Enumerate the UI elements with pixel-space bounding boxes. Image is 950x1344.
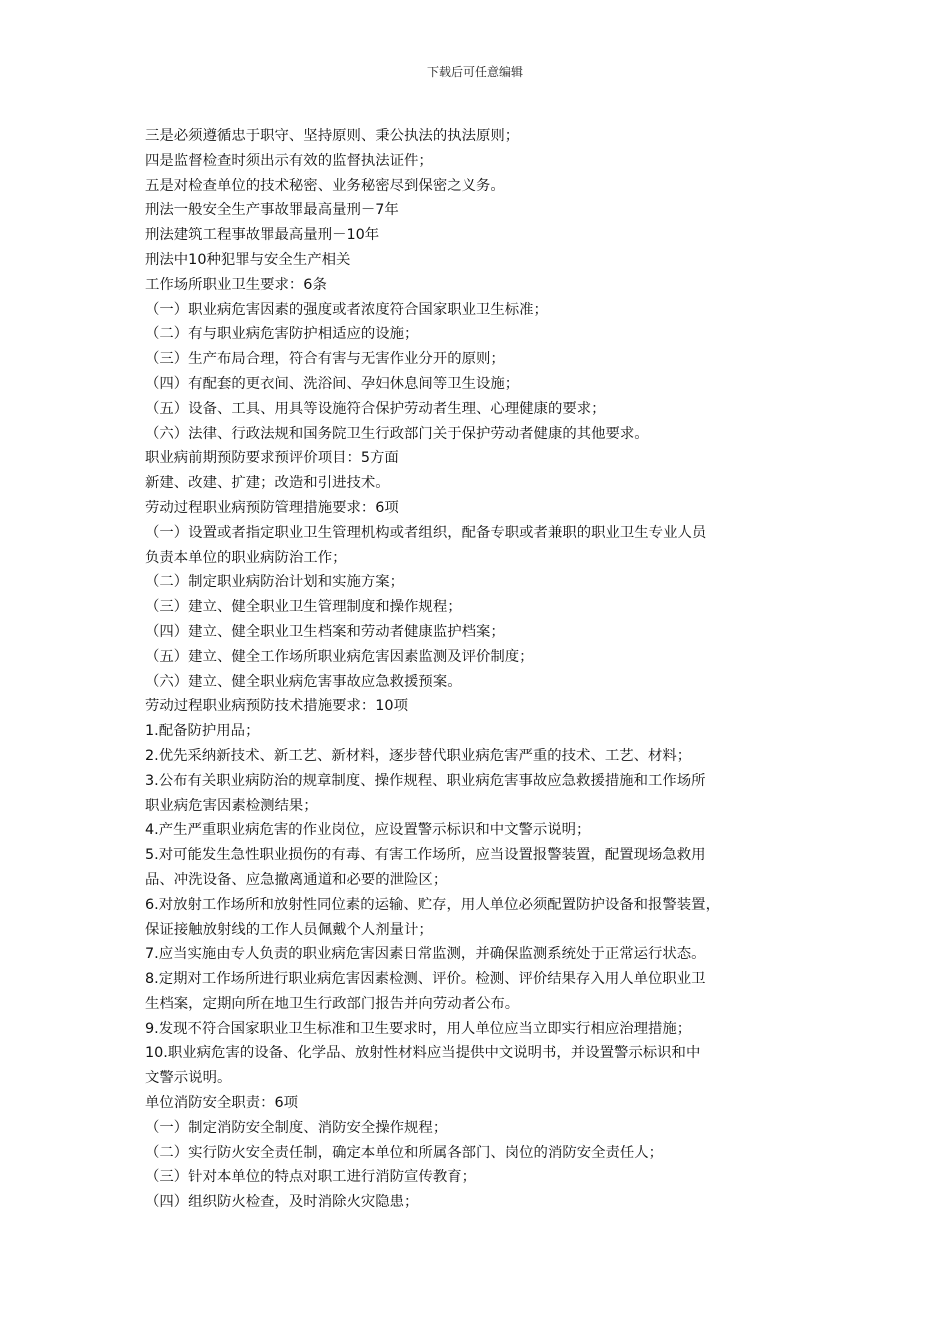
text-line: （四）有配套的更衣间、洗浴间、孕妇休息间等卫生设施； [145,375,520,392]
text-line: 刑法一般安全生产事故罪最高量刑－7年 [145,202,399,219]
text-line: （二）制定职业病防治计划和实施方案； [145,574,405,591]
text-line: 新建、改建、扩建；改造和引进技术。 [145,475,390,492]
text-line: （二）有与职业病危害防护相适应的设施； [145,326,419,343]
text-line: 1.配备防护用品； [145,723,260,740]
text-line: （五）建立、健全工作场所职业病危害因素监测及评价制度； [145,648,534,665]
document-body [145,124,820,1215]
text-line: 四是监督检查时须出示有效的监督执法证件； [145,152,433,169]
text-line: 保证接触放射线的工作人员佩戴个人剂量计； [145,921,433,938]
text-line: 品、冲洗设备、应急撤离通道和必要的泄险区； [145,871,448,888]
text-line: 9.发现不符合国家职业卫生标准和卫生要求时，用人单位应当立即实行相应治理措施； [145,1020,692,1037]
text-line: 刑法中10种犯罪与安全生产相关 [145,251,351,268]
text-line: 负责本单位的职业病防治工作； [145,549,347,566]
text-line: 2.优先采纳新技术、新工艺、新材料，逐步替代职业病危害严重的技术、工艺、材料； [145,747,692,764]
text-line: 职业病危害因素检测结果； [145,797,318,814]
text-line: 8.定期对工作场所进行职业病危害因素检测、评价。检测、评价结果存入用人单位职业卫 [145,971,706,988]
text-line: 职业病前期预防要求预评价项目：5方面 [145,450,399,467]
text-line: （一）设置或者指定职业卫生管理机构或者组织，配备专职或者兼职的职业卫生专业人员 [145,524,707,541]
text-line: （四）建立、健全职业卫生档案和劳动者健康监护档案； [145,623,505,640]
text-line: （一）职业病危害因素的强度或者浓度符合国家职业卫生标准； [145,301,548,318]
text-line: 刑法建筑工程事故罪最高量刑－10年 [145,227,380,244]
text-line: 3.公布有关职业病防治的规章制度、操作规程、职业病危害事故应急救援措施和工作场所 [145,772,706,789]
text-line: 5.对可能发生急性职业损伤的有毒、有害工作场所，应当设置报警装置，配置现场急救用 [145,847,706,864]
text-line: 4.产生严重职业病危害的作业岗位，应设置警示标识和中文警示说明； [145,822,591,839]
text-line: 三是必须遵循忠于职守、坚持原则、秉公执法的执法原则； [145,128,520,144]
text-line: （六）建立、健全职业病危害事故应急救援预案。 [145,673,462,690]
text-line: 劳动过程职业病预防管理措施要求：6项 [145,499,399,516]
text-line: 工作场所职业卫生要求：6条 [145,276,327,293]
text-line: （三）针对本单位的特点对职工进行消防宣传教育； [145,1169,476,1186]
text-line: （五）设备、工具、用具等设施符合保护劳动者生理、心理健康的要求； [145,400,606,417]
text-line: （一）制定消防安全制度、消防安全操作规程； [145,1119,448,1136]
text-line: 劳动过程职业病预防技术措施要求：10项 [145,698,408,715]
page-header: 下载后可任意编辑 [426,65,523,79]
text-line: 6.对放射工作场所和放射性同位素的运输、贮存，用人单位必须配置防护设备和报警装置， [145,896,720,913]
text-line: （三）生产布局合理，符合有害与无害作业分开的原则； [145,351,505,368]
text-line: 文警示说明。 [145,1070,232,1087]
text-line: （二）实行防火安全责任制，确定本单位和所属各部门、岗位的消防安全责任人； [145,1144,664,1161]
text-line: （四）组织防火检查，及时消除火灾隐患； [145,1194,419,1211]
text-line: 五是对检查单位的技术秘密、业务秘密尽到保密之义务。 [145,177,505,194]
text-line: 10.职业病危害的设备、化学品、放射性材料应当提供中文说明书，并设置警示标识和中 [145,1045,701,1062]
text-line: （三）建立、健全职业卫生管理制度和操作规程； [145,599,462,616]
text-line: （六）法律、行政法规和国务院卫生行政部门关于保护劳动者健康的其他要求。 [145,425,649,442]
text-line: 生档案，定期向所在地卫生行政部门报告并向劳动者公布。 [145,995,520,1012]
text-line: 7.应当实施由专人负责的职业病危害因素日常监测，并确保监测系统处于正常运行状态。 [145,946,706,963]
text-line: 单位消防安全职责：6项 [145,1095,299,1112]
